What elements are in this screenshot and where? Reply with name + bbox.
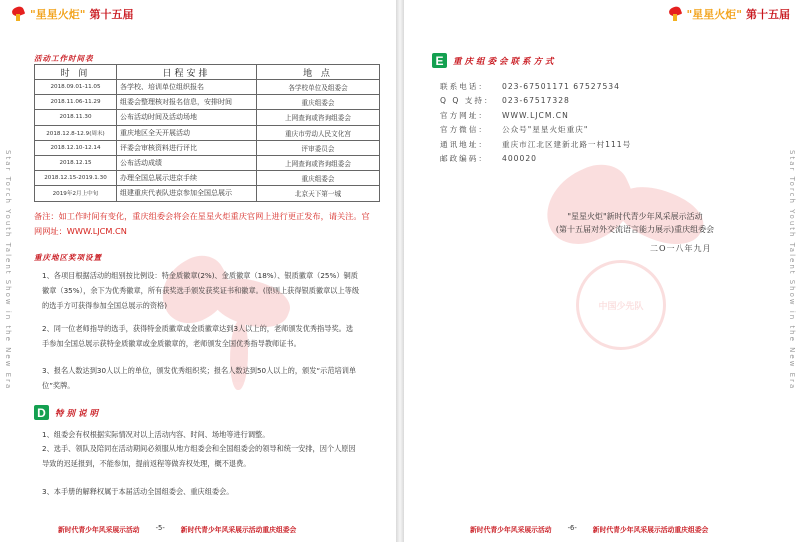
notice-item: 2、选手、领队及陪同在活动期间必须服从地方组委会和全国组委会的领导和统一安排，因个人原因导致的迟延报到，不能参加，提前返程等做弃权处理，概不退费。 bbox=[42, 444, 356, 469]
table-row bbox=[35, 95, 380, 110]
page-number: -5- bbox=[155, 524, 165, 532]
signoff-date: 二O一八年九月 bbox=[650, 244, 712, 253]
cell-agenda: 各学校、培训单位组织报名 bbox=[117, 80, 257, 95]
contact-value: WWW.LJCM.CN bbox=[502, 110, 569, 120]
cell-agenda: 组委会整理核对报名信息，安排时间 bbox=[117, 95, 257, 110]
header-edition: 第十五届 bbox=[89, 8, 134, 21]
header-title: "星星火炬" bbox=[30, 8, 86, 21]
cell-agenda: 重庆地区全天开展活动 bbox=[117, 125, 257, 140]
contact-label: 官方微信： bbox=[440, 125, 488, 135]
contact-row bbox=[440, 80, 631, 94]
signoff-block bbox=[504, 211, 766, 236]
cell-location: 评审委员会 bbox=[257, 140, 380, 155]
column-header-agenda: 日程安排 bbox=[117, 65, 257, 80]
right-page bbox=[404, 0, 800, 542]
contact-row bbox=[440, 109, 631, 123]
contact-value: 023-67517328 bbox=[502, 96, 570, 106]
badge-watermark-text: 中国少先队 bbox=[576, 260, 666, 350]
schedule-note: 备注：如工作时间有变化，重庆组委会将会在星星火炬重庆官网上进行更正发布，请关注。官网网址：WWW.LJCM.CN bbox=[34, 211, 370, 236]
table-row bbox=[35, 140, 380, 155]
table-row bbox=[35, 171, 380, 186]
header-title: "星星火炬" bbox=[686, 8, 742, 21]
award-item: 3、报名人数达到30人以上的单位，颁发优秀组织奖；报名人数达到50人以上的，颁发“示范培训单位”奖牌。 bbox=[42, 366, 357, 391]
cell-agenda: 评委会审核资料进行评比 bbox=[117, 140, 257, 155]
torch-logo-icon bbox=[667, 7, 683, 21]
page-header bbox=[667, 6, 790, 22]
award-item: 1、各项目根据活动的组别按比例设：特金质徽章(2%)、金质徽章（18%）、银质徽章（25%）铜质徽章（35%），余下为优秀徽章，所有获奖选手颁发获奖证书和徽章。(原则上获得银质徽章以上等级的选手方可获得参加全国总展示的资格) bbox=[42, 271, 360, 311]
cell-location: 重庆市劳动人民文化宫 bbox=[257, 125, 380, 140]
table-row bbox=[35, 155, 380, 170]
page-footer bbox=[58, 524, 296, 534]
footer-left-text: 新时代青少年风采展示活动 bbox=[58, 526, 140, 534]
column-header-location: 地 点 bbox=[257, 65, 380, 80]
contact-label: 邮政编码： bbox=[440, 154, 488, 164]
cell-time: 2018.12.15-2019.1.30 bbox=[35, 171, 117, 186]
table-row bbox=[35, 110, 380, 125]
signoff-line: (第十五届对外交流语言能力展示)重庆组委会 bbox=[555, 224, 715, 234]
cell-location: 上网查询或咨询组委会 bbox=[257, 110, 380, 125]
contact-row bbox=[440, 138, 631, 152]
awards-title: 重庆地区奖项设置 bbox=[34, 253, 102, 262]
page-number: -6- bbox=[567, 524, 577, 532]
schedule-table bbox=[34, 64, 380, 202]
side-text: Star Torch Youth Talent Show in the New Era bbox=[4, 150, 12, 391]
cell-time: 2018.12.10-12.14 bbox=[35, 140, 117, 155]
side-text: Star Torch Youth Talent Show in the New Era bbox=[788, 150, 796, 391]
table-header-row bbox=[35, 65, 380, 80]
contact-label: 联系电话： bbox=[440, 82, 488, 91]
cell-location: 各学校单位及组委会 bbox=[257, 80, 380, 95]
torch-badge-watermark bbox=[514, 160, 734, 380]
contact-label: Q Q 支持： bbox=[440, 96, 494, 106]
section-e-heading bbox=[432, 53, 557, 68]
contact-value: 公众号"星星火炬重庆" bbox=[502, 125, 589, 135]
cell-time: 2018.12.15 bbox=[35, 155, 117, 170]
cell-location: 北京天下第一城 bbox=[257, 186, 380, 201]
notice-item: 3、本手册的解释权属于本届活动全国组委会、重庆组委会。 bbox=[42, 487, 234, 496]
page-header bbox=[10, 6, 133, 22]
contact-value: 400020 bbox=[502, 154, 537, 164]
contact-label: 通讯地址： bbox=[440, 139, 488, 149]
cell-agenda: 公布活动成绩 bbox=[117, 155, 257, 170]
cell-location: 上网查询或咨询组委会 bbox=[257, 155, 380, 170]
footer-left-text: 新时代青少年风采展示活动 bbox=[470, 526, 552, 534]
cell-location: 重庆组委会 bbox=[257, 171, 380, 186]
cell-agenda: 办理全国总展示进京手续 bbox=[117, 171, 257, 186]
cell-agenda: 公布活动时间及活动场地 bbox=[117, 110, 257, 125]
section-title: 特别说明 bbox=[55, 408, 102, 419]
section-title: 重庆组委会联系方式 bbox=[453, 56, 557, 67]
contact-value: 重庆市江北区建新北路一村111号 bbox=[502, 139, 632, 149]
column-header-time: 时 间 bbox=[35, 65, 117, 80]
cell-time: 2018.11.30 bbox=[35, 110, 117, 125]
cell-time: 2018.09.01-11.05 bbox=[35, 80, 117, 95]
section-d-heading bbox=[34, 405, 101, 420]
cell-agenda: 组建重庆代表队进京参加全国总展示 bbox=[117, 186, 257, 201]
torch-logo-icon bbox=[10, 7, 26, 21]
signoff-line: "星星火炬"新时代青少年风采展示活动 bbox=[567, 212, 703, 221]
notice-item: 1、组委会有权根据实际情况对以上活动内容、时间、场地等进行调整。 bbox=[42, 430, 270, 439]
cell-time: 2018.11.06-11.29 bbox=[35, 95, 117, 110]
contact-row bbox=[440, 123, 631, 137]
header-edition: 第十五届 bbox=[746, 8, 790, 21]
contact-label: 官方网址： bbox=[440, 110, 488, 120]
page-footer bbox=[470, 524, 708, 534]
award-item: 2、同一位老师指导的选手，获得特金质徽章或金质徽章达到3人以上的，老师颁发优秀指导奖。选手参加全国总展示获特金质徽章或金质徽章的，老师颁发全国优秀指导教师证书。 bbox=[42, 324, 354, 349]
footer-right-text: 新时代青少年风采展示活动重庆组委会 bbox=[180, 526, 297, 534]
table-row bbox=[35, 125, 380, 140]
schedule-title: 活动工作时间表 bbox=[34, 54, 94, 63]
left-page bbox=[0, 0, 396, 542]
contact-value: 023-67501171 67527534 bbox=[502, 82, 620, 91]
book-gutter bbox=[396, 0, 404, 542]
contact-row bbox=[440, 94, 631, 108]
contact-info bbox=[440, 80, 631, 166]
table-row bbox=[35, 80, 380, 95]
cell-time: 2018.12.8-12.9(周末) bbox=[35, 125, 117, 140]
footer-right-text: 新时代青少年风采展示活动重庆组委会 bbox=[592, 526, 709, 534]
table-row bbox=[35, 186, 380, 201]
section-letter-badge: D bbox=[34, 405, 49, 420]
cell-location: 重庆组委会 bbox=[257, 95, 380, 110]
contact-row bbox=[440, 152, 631, 166]
cell-time: 2019年2月上中旬 bbox=[35, 186, 117, 201]
section-letter-badge: E bbox=[432, 53, 447, 68]
